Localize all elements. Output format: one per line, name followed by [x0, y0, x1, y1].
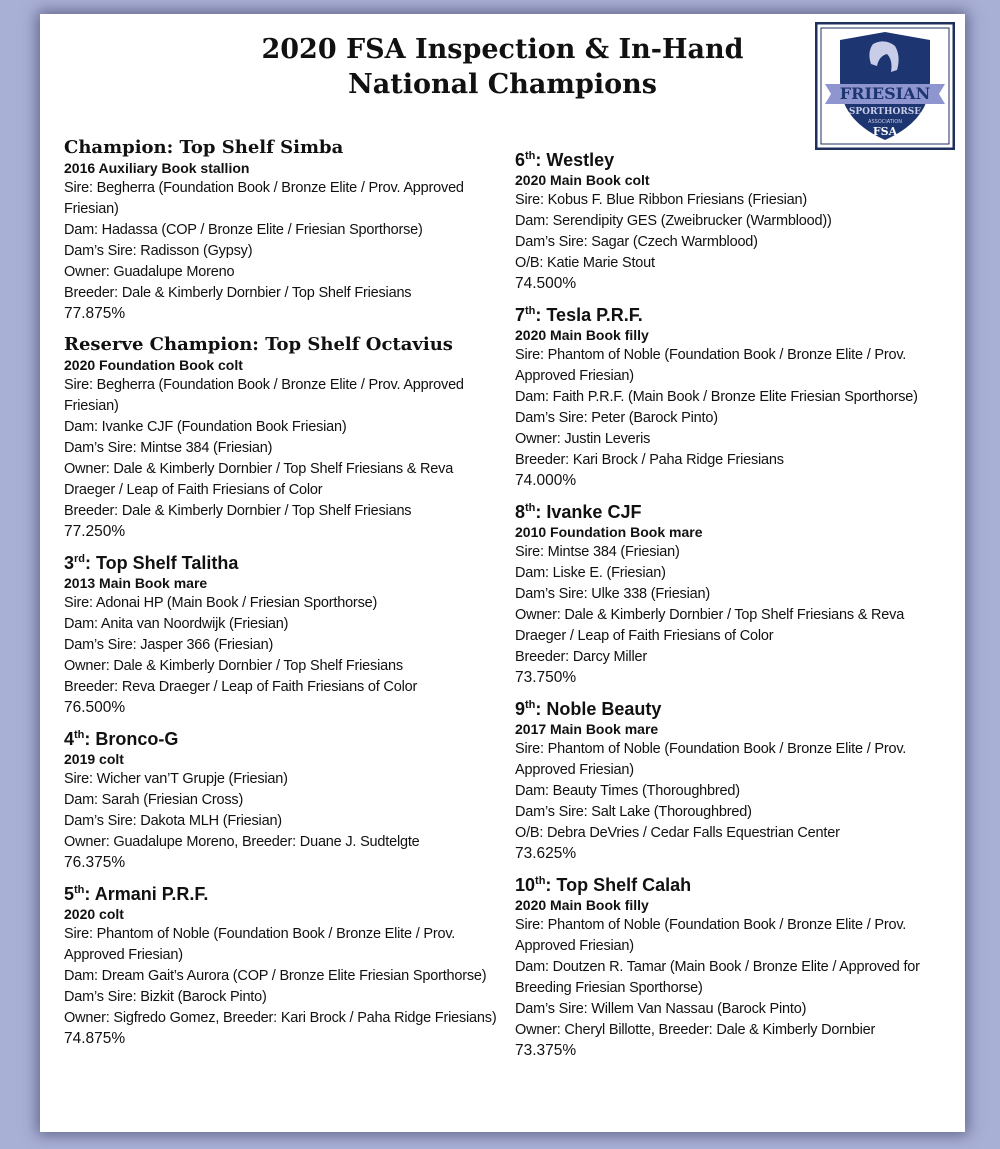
entry-line: Owner: Guadalupe Moreno: [64, 264, 235, 280]
entry-line: Dam: Dream Gait’s Aurora (COP / Bronze Elite Friesian Sporthorse): [64, 968, 487, 984]
entry-line: Dam: Liske E. (Friesian): [515, 565, 666, 581]
entry-line: Dam’s Sire: Ulke 338 (Friesian): [515, 586, 710, 602]
entry-name: Champion: Top Shelf Simba: [64, 137, 344, 158]
entry-name: Reserve Champion: Top Shelf Octavius: [64, 334, 453, 355]
entry-name: 8th: Ivanke CJF: [515, 502, 642, 522]
entry-score: 76.375%: [64, 854, 126, 871]
entry-score: 77.250%: [64, 523, 126, 540]
entry-champion: [64, 137, 504, 324]
entry-line: Owner: Sigfredo Gomez, Breeder: Kari Brock / Paha Ridge Friesians): [64, 1010, 497, 1026]
entry-line: Dam’s Sire: Mintse 384 (Friesian): [64, 440, 273, 456]
entry-subtitle: 2020 Main Book colt: [515, 172, 650, 188]
entry-9th: [515, 698, 955, 864]
entry-line: Owner: Dale & Kimberly Dornbier / Top Shelf Friesians & Reva Draeger / Leap of Faith Friesians of Color: [515, 607, 905, 644]
entry-line: Dam: Ivanke CJF (Foundation Book Friesian): [64, 419, 347, 435]
entry-name: 4th: Bronco-G: [64, 729, 179, 749]
entry-line: Sire: Begherra (Foundation Book / Bronze Elite / Prov. Approved Friesian): [64, 180, 464, 217]
entry-subtitle: 2013 Main Book mare: [64, 575, 208, 591]
entry-name: 9th: Noble Beauty: [515, 699, 662, 719]
fsa-logo: [815, 22, 955, 150]
entry-line: Dam: Hadassa (COP / Bronze Elite / Friesian Sporthorse): [64, 222, 423, 238]
entry-score: 73.625%: [515, 845, 577, 862]
entry-line: Owner: Guadalupe Moreno, Breeder: Duane J. Sudtelgte: [64, 834, 420, 850]
entry-line: Sire: Adonai HP (Main Book / Friesian Sporthorse): [64, 595, 378, 611]
entry-line: Dam’s Sire: Radisson (Gypsy): [64, 243, 253, 259]
entry-line: Owner: Dale & Kimberly Dornbier / Top Shelf Friesians: [64, 658, 403, 674]
entry-score: 73.750%: [515, 669, 577, 686]
entry-subtitle: 2010 Foundation Book mare: [515, 524, 703, 540]
entry-score: 76.500%: [64, 699, 126, 716]
entry-line: O/B: Katie Marie Stout: [515, 255, 655, 271]
title-line-2: National Champions: [348, 69, 657, 100]
entry-line: Breeder: Kari Brock / Paha Ridge Friesians: [515, 452, 784, 468]
entry-score: 74.500%: [515, 275, 577, 292]
entry-line: Sire: Wicher van’T Grupje (Friesian): [64, 771, 288, 787]
entry-line: Dam’s Sire: Bizkit (Barock Pinto): [64, 989, 267, 1005]
entry-7th: [515, 304, 955, 491]
right-column: [515, 149, 955, 1071]
entry-8th: [515, 501, 955, 688]
entry-10th: [515, 874, 955, 1061]
entry-line: Sire: Phantom of Noble (Foundation Book / Bronze Elite / Prov. Approved Friesian): [515, 741, 907, 778]
entry-line: Dam’s Sire: Salt Lake (Thoroughbred): [515, 804, 752, 820]
entry-name: 3rd: Top Shelf Talitha: [64, 553, 239, 573]
entry-line: Owner: Dale & Kimberly Dornbier / Top Shelf Friesians & Reva Draeger / Leap of Faith Friesians of Color: [64, 461, 454, 498]
entry-line: Owner: Cheryl Billotte, Breeder: Dale & Kimberly Dornbier: [515, 1022, 876, 1038]
entry-line: Sire: Phantom of Noble (Foundation Book / Bronze Elite / Prov. Approved Friesian): [515, 347, 907, 384]
entry-line: Owner: Justin Leveris: [515, 431, 651, 447]
entry-line: Dam: Beauty Times (Thoroughbred): [515, 783, 740, 799]
entry-line: Dam’s Sire: Dakota MLH (Friesian): [64, 813, 282, 829]
logo-word-sporthorse: SPORTHORSE: [848, 107, 922, 117]
entry-subtitle: 2017 Main Book mare: [515, 721, 659, 737]
entry-line: Dam: Doutzen R. Tamar (Main Book / Bronze Elite / Approved for Breeding Friesian Sporthorse): [515, 959, 920, 996]
entry-line: O/B: Debra DeVries / Cedar Falls Equestrian Center: [515, 825, 840, 841]
entry-line: Breeder: Dale & Kimberly Dornbier / Top Shelf Friesians: [64, 503, 412, 519]
entry-line: Sire: Kobus F. Blue Ribbon Friesians (Friesian): [515, 192, 807, 208]
entry-5th: [64, 883, 504, 1049]
entry-line: Sire: Mintse 384 (Friesian): [515, 544, 680, 560]
entry-reserve-champion: [64, 334, 504, 542]
entry-line: Sire: Phantom of Noble (Foundation Book / Bronze Elite / Prov. Approved Friesian): [64, 926, 456, 963]
entry-4th: [64, 728, 504, 873]
entry-line: Dam’s Sire: Willem Van Nassau (Barock Pinto): [515, 1001, 807, 1017]
entry-name: 7th: Tesla P.R.F.: [515, 305, 643, 325]
entry-score: 74.875%: [64, 1030, 126, 1047]
entry-score: 73.375%: [515, 1042, 577, 1059]
entry-subtitle: 2020 Main Book filly: [515, 897, 649, 913]
entry-line: Dam’s Sire: Sagar (Czech Warmblood): [515, 234, 758, 250]
entry-line: Dam: Sarah (Friesian Cross): [64, 792, 244, 808]
entry-subtitle: 2016 Auxiliary Book stallion: [64, 160, 250, 176]
entry-line: Sire: Phantom of Noble (Foundation Book / Bronze Elite / Prov. Approved Friesian): [515, 917, 907, 954]
entry-score: 77.875%: [64, 305, 126, 322]
logo-word-friesian: FRIESIAN: [839, 84, 931, 103]
entry-line: Sire: Begherra (Foundation Book / Bronze Elite / Prov. Approved Friesian): [64, 377, 464, 414]
entry-line: Dam’s Sire: Peter (Barock Pinto): [515, 410, 718, 426]
entry-subtitle: 2020 Foundation Book colt: [64, 357, 243, 373]
entry-score: 74.000%: [515, 472, 577, 489]
logo-abbr: FSA: [872, 125, 898, 138]
document-page: [40, 14, 965, 1132]
entry-line: Dam: Serendipity GES (Zweibrucker (Warmblood)): [515, 213, 832, 229]
entry-subtitle: 2020 Main Book filly: [515, 327, 649, 343]
entry-6th: [515, 149, 955, 294]
entry-line: Dam: Anita van Noordwijk (Friesian): [64, 616, 289, 632]
entry-subtitle: 2020 colt: [64, 906, 124, 922]
entry-3rd: [64, 552, 504, 718]
title-line-1: 2020 FSA Inspection & In-Hand: [261, 34, 744, 65]
entry-name: 6th: Westley: [515, 150, 615, 170]
entry-name: 5th: Armani P.R.F.: [64, 884, 209, 904]
entry-line: Dam: Faith P.R.F. (Main Book / Bronze Elite Friesian Sporthorse): [515, 389, 918, 405]
entry-name: 10th: Top Shelf Calah: [515, 875, 692, 895]
logo-word-association: ASSOCIATION: [868, 119, 902, 125]
left-column: [64, 137, 504, 1059]
entry-subtitle: 2019 colt: [64, 751, 124, 767]
entry-line: Breeder: Dale & Kimberly Dornbier / Top Shelf Friesians: [64, 285, 412, 301]
entry-line: Breeder: Reva Draeger / Leap of Faith Friesians of Color: [64, 679, 418, 695]
entry-line: Breeder: Darcy Miller: [515, 649, 647, 665]
entry-line: Dam’s Sire: Jasper 366 (Friesian): [64, 637, 274, 653]
